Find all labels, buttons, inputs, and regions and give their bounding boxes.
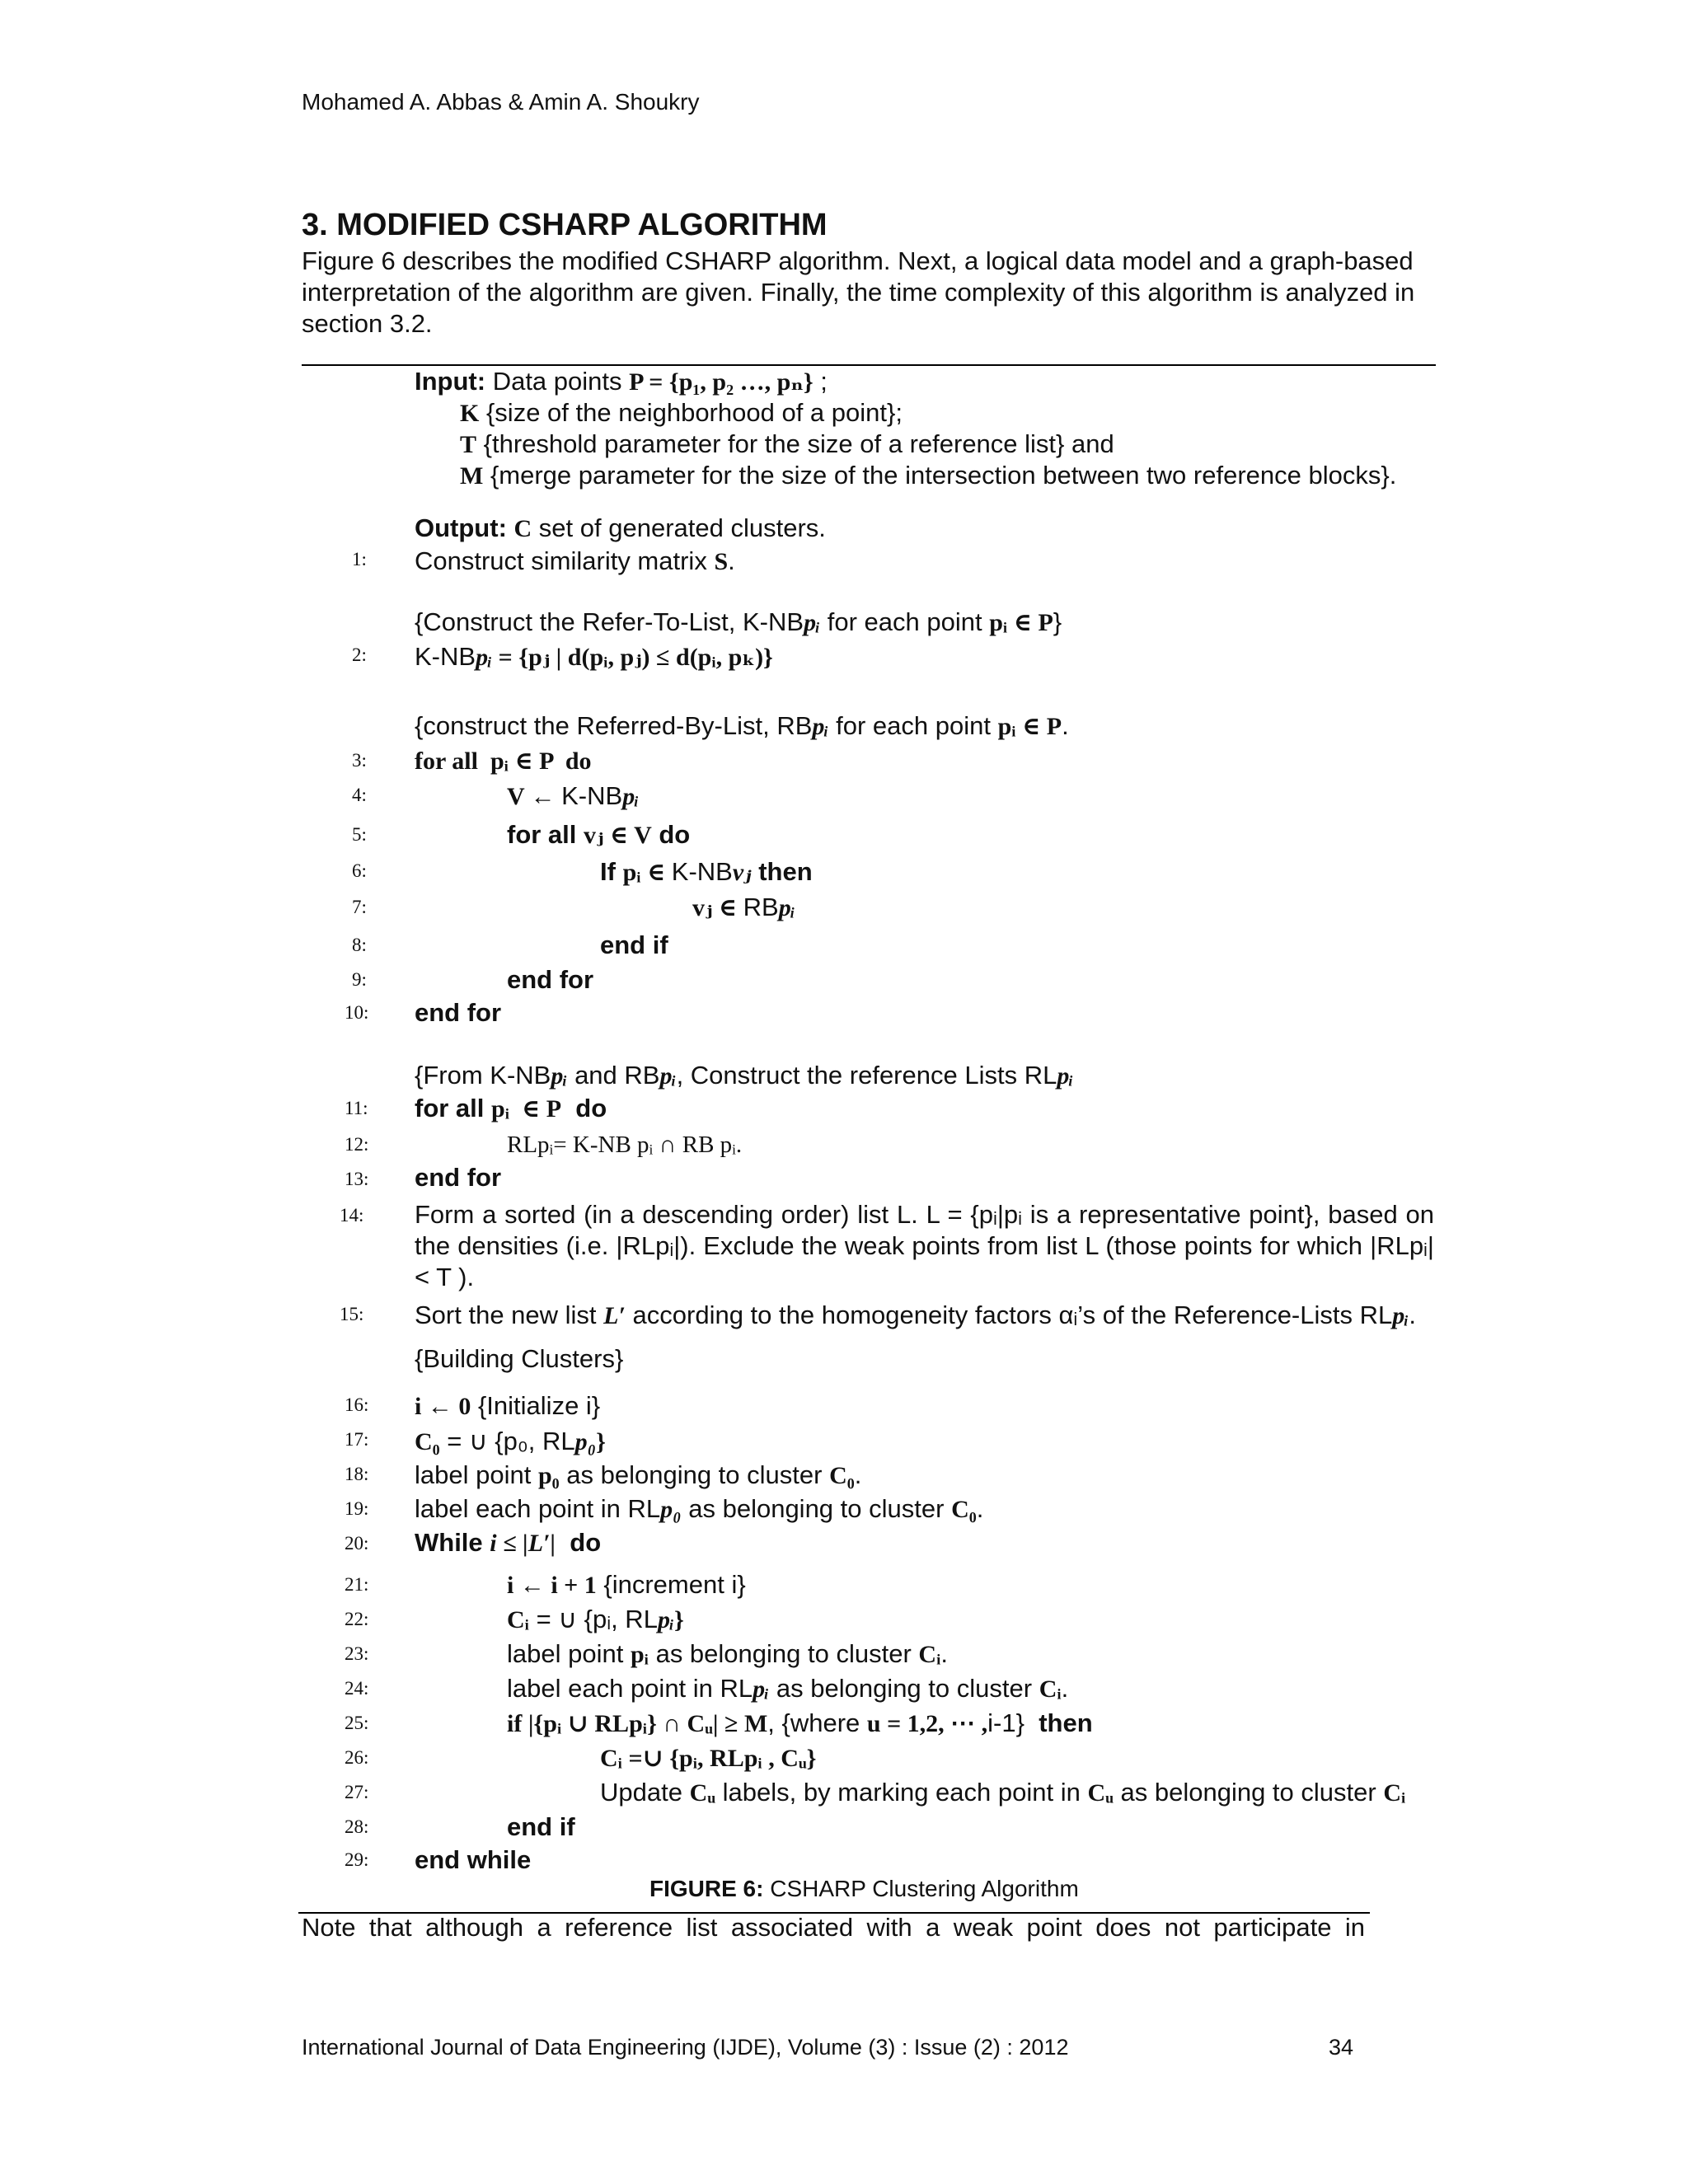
c1-end: } (1053, 607, 1062, 636)
l15-symbol: L′ (603, 1302, 626, 1329)
line-number-5: 5: (352, 824, 367, 845)
alg-line-7 (692, 892, 795, 924)
l21-text: {increment i} (596, 1570, 746, 1599)
alg-line-27 (600, 1777, 1405, 1809)
intro-paragraph: Figure 6 describes the modified CSHARP algorithm. Next, a logical data model and a graph-based interpretation of the algorithm are given. Finally, the time complexity of this algorithm is analyzed in section 3.2. (302, 246, 1415, 338)
alg-line-22 (507, 1604, 684, 1636)
l22-end: } (674, 1606, 684, 1633)
line-number-22: 22: (345, 1609, 369, 1629)
figure-caption-text: CSHARP Clustering Algorithm (763, 1876, 1079, 1901)
line-number-29: 29: (345, 1849, 369, 1870)
footer-journal: International Journal of Data Engineering (IJDE), Volume (3) : Issue (2) : 2012 (302, 2035, 1069, 2060)
line-number-23: 23: (345, 1643, 369, 1664)
alg-line-20 (415, 1527, 601, 1559)
l1-end: . (728, 546, 735, 575)
c2-symbol2: pᵢ ∈ P (997, 713, 1062, 740)
l7-text: RB (743, 893, 779, 921)
l15-text: Sort the new list (415, 1301, 604, 1329)
l23-mid: as belonging to cluster (648, 1639, 919, 1668)
line-number-27: 27: (345, 1782, 369, 1802)
alg-line-10: end for (415, 998, 502, 1027)
l22-text: = ∪ {pᵢ, RL (528, 1605, 658, 1633)
alg-line-11 (415, 1093, 607, 1125)
l20-keyword2: do (556, 1528, 602, 1557)
alg-line-25 (507, 1708, 1093, 1740)
l2-expression: = {pⱼ | d(pᵢ, pⱼ) ≤ d(pᵢ, pₖ)} (492, 644, 773, 671)
l24-symbol: pᵢ (753, 1675, 770, 1703)
line-number-13: 13: (345, 1169, 369, 1189)
l17-end: } (596, 1428, 606, 1455)
c2-symbol: pᵢ (812, 713, 829, 740)
line-number-4: 4: (352, 785, 367, 805)
l7-symbol: vⱼ ∈ (692, 894, 743, 921)
line-number-14: 14: (340, 1205, 364, 1226)
l18-symbol: p₀ (537, 1462, 560, 1489)
l25-end: i-1} (987, 1708, 1025, 1737)
line-number-28: 28: (345, 1816, 369, 1837)
input-set: P = {p₁, p₂ …, pₙ} (629, 368, 814, 396)
l27-text: Update (600, 1778, 690, 1807)
line-number-12: 12: (345, 1134, 369, 1155)
line-number-11: 11: (345, 1098, 368, 1118)
line-number-3: 3: (352, 750, 367, 771)
l6-symbol2: vⱼ (732, 859, 752, 886)
l19-end: . (976, 1494, 984, 1523)
l19-symbol: p₀ (660, 1496, 682, 1523)
c1-mid: for each point (820, 607, 990, 636)
page-number: 34 (1329, 2035, 1354, 2060)
l19-mid: as belonging to cluster (681, 1494, 952, 1523)
alg-line-24 (507, 1673, 1068, 1705)
figure-caption (649, 1876, 1079, 1902)
alg-line-29: end while (415, 1845, 532, 1874)
line-number-20: 20: (345, 1533, 369, 1554)
line-number-24: 24: (345, 1678, 369, 1699)
l21-symbol: i ← i + 1 (507, 1572, 597, 1599)
l6-keyword: If (600, 857, 623, 886)
line-number-2: 2: (352, 644, 367, 665)
l24-symbol2: Cᵢ (1039, 1675, 1062, 1703)
line-number-15: 15: (340, 1304, 364, 1324)
l25-symbol2: u = 1,2, ⋯ , (866, 1710, 988, 1737)
line-number-1: 1: (352, 549, 367, 569)
alg-line-23 (507, 1638, 948, 1671)
l22-symbol2: pᵢ (657, 1606, 675, 1633)
alg-line-28: end if (507, 1812, 575, 1841)
l20-keyword: While (415, 1528, 490, 1557)
line-number-21: 21: (345, 1574, 369, 1595)
l17-text: = ∪ {p₀, RL (439, 1427, 575, 1455)
line-number-26: 26: (345, 1747, 369, 1768)
l15-mid: according to the homogeneity factors αᵢ’s of the Reference-Lists RL (625, 1301, 1393, 1329)
c1-symbol: pᵢ (804, 609, 821, 636)
l23-symbol: pᵢ (630, 1641, 649, 1668)
alg-line-12: RLpᵢ= K-NB pᵢ ∩ RB pᵢ. (507, 1132, 743, 1158)
l1-symbol: S (714, 548, 729, 575)
comment-building-clusters: {Building Clusters} (415, 1344, 624, 1373)
l3-symbol: pᵢ ∈ P (477, 748, 565, 775)
l11-keyword: for all (415, 1094, 492, 1122)
l15-symbol2: pᵢ (1392, 1302, 1409, 1329)
figure-label: FIGURE 6: (649, 1876, 764, 1901)
note-paragraph: Note that although a reference list associated with a weak point does not participate in (302, 1913, 1365, 1942)
c3-symbol: pᵢ (551, 1062, 568, 1090)
c3-symbol2: pᵢ (659, 1062, 677, 1090)
l1-text: Construct similarity matrix (415, 546, 715, 575)
l23-end: . (940, 1639, 949, 1668)
c3-text: {From K-NB (415, 1061, 551, 1090)
alg-line-26 (600, 1742, 816, 1774)
l25-text: , {where (767, 1708, 867, 1737)
alg-line-19 (415, 1493, 983, 1526)
l27-mid: labels, by marking each point in (715, 1778, 1088, 1807)
comment-referred-by-list (415, 710, 1069, 743)
alg-line-5 (507, 819, 690, 851)
alg-line-15 (415, 1300, 1416, 1332)
l5-keyword: for all (507, 820, 584, 849)
alg-line-14: Form a sorted (in a descending order) list L. L = {pᵢ|pᵢ is a representative point}, based on the densities (i.e. |RLpᵢ|). Exclude the weak points from list L (those points for which |RLpᵢ| < T ). (415, 1200, 1434, 1291)
c2-mid: for each point (828, 711, 998, 740)
l15-end: . (1409, 1301, 1416, 1329)
c2-text: {construct the Referred-By-List, RB (415, 711, 813, 740)
input-text: Data points (485, 367, 630, 396)
l23-symbol2: Cᵢ (918, 1641, 941, 1668)
l11-symbol: pᵢ ∈ P (491, 1095, 562, 1122)
line-number-7: 7: (352, 897, 367, 917)
l27-symbol2: Cᵤ (1087, 1779, 1114, 1807)
param-m-symbol: M (460, 462, 484, 490)
l24-text: label each point in RL (507, 1674, 753, 1703)
line-number-25: 25: (345, 1713, 369, 1733)
c1-symbol2: pᵢ ∈ P (989, 609, 1053, 636)
l24-end: . (1061, 1674, 1069, 1703)
section-title: 3. MODIFIED CSHARP ALGORITHM (302, 208, 828, 242)
output-text: set of generated clusters. (532, 513, 826, 542)
l11-keyword2: do (561, 1094, 607, 1122)
param-m-line (460, 460, 1396, 492)
output-symbol: C (513, 515, 532, 542)
param-k-symbol: K (460, 400, 480, 427)
line-number-6: 6: (352, 860, 367, 881)
l25-symbol: |{pᵢ ∪ RLpᵢ} ∩ Cᵤ| ≥ M (528, 1710, 768, 1737)
l6-symbol: pᵢ ∈ (622, 859, 672, 886)
param-m-text: {merge parameter for the size of the intersection between two reference blocks}. (483, 461, 1397, 490)
line-number-8: 8: (352, 935, 367, 955)
l19-symbol2: C₀ (951, 1496, 977, 1523)
c3-symbol3: pᵢ (1057, 1062, 1074, 1090)
l18-end: . (854, 1460, 862, 1489)
l6-text: K-NB (671, 857, 733, 886)
l27-symbol3: Cᵢ (1383, 1779, 1406, 1807)
l3-keyword2: do (565, 748, 592, 775)
l4-text: K-NB (561, 781, 623, 810)
param-t-line (460, 429, 1114, 461)
alg-line-2 (415, 641, 773, 673)
param-t-symbol: T (460, 431, 477, 458)
l23-text: label point (507, 1639, 631, 1668)
c2-end: . (1062, 711, 1069, 740)
l7-symbol2: pᵢ (778, 894, 795, 921)
alg-line-18 (415, 1460, 861, 1492)
alg-line-1 (415, 546, 735, 578)
line-number-18: 18: (345, 1464, 369, 1484)
c3-end: , Construct the reference Lists RL (676, 1061, 1057, 1090)
l26-symbol: Cᵢ (600, 1745, 622, 1772)
l5-symbol: vⱼ ∈ V (584, 822, 652, 849)
l18-mid: as belonging to cluster (559, 1460, 830, 1489)
l27-end: as belonging to cluster (1113, 1778, 1384, 1807)
l2-text: K-NB (415, 642, 476, 671)
l16-symbol: i ← 0 (415, 1393, 471, 1420)
alg-line-9: end for (507, 965, 594, 994)
comment-refer-to-list (415, 607, 1062, 639)
input-end: ; (813, 367, 828, 396)
input-line (415, 366, 828, 398)
l27-symbol: Cᵤ (689, 1779, 715, 1807)
alg-line-13: end for (415, 1163, 502, 1192)
l5-keyword2: do (651, 820, 691, 849)
line-number-9: 9: (352, 969, 367, 990)
l25-keyword2: then (1024, 1708, 1093, 1737)
running-header: Mohamed A. Abbas & Amin A. Shoukry (302, 89, 700, 115)
l26-text: =∪ {pᵢ, RLpᵢ , Cᵤ} (621, 1745, 817, 1772)
alg-line-21 (507, 1569, 746, 1601)
l17-symbol: C₀ (415, 1428, 440, 1455)
line-number-10: 10: (345, 1002, 369, 1023)
l19-text: label each point in RL (415, 1494, 661, 1523)
alg-line-6 (600, 856, 813, 888)
l17-symbol2: p₀ (574, 1428, 597, 1455)
l6-keyword2: then (751, 857, 813, 886)
l22-symbol: Cᵢ (507, 1606, 529, 1633)
l25-keyword: if (507, 1710, 528, 1737)
comment-reference-lists (415, 1060, 1073, 1092)
l20-symbol: i ≤ |L′| (490, 1530, 556, 1557)
line-number-17: 17: (345, 1429, 369, 1450)
alg-line-17 (415, 1426, 606, 1458)
l2-symbol: pᵢ (476, 644, 493, 671)
alg-line-3 (415, 745, 592, 777)
l4-symbol: V ← (507, 783, 562, 810)
param-k-line (460, 397, 903, 429)
alg-line-8: end if (600, 930, 668, 959)
output-label: Output: (415, 513, 507, 542)
c3-mid: and RB (567, 1061, 660, 1090)
l18-symbol2: C₀ (829, 1462, 855, 1489)
param-k-text: {size of the neighborhood of a point}; (479, 398, 903, 427)
l18-text: label point (415, 1460, 538, 1489)
alg-line-16 (415, 1390, 600, 1422)
l3-keyword: for all (415, 748, 478, 775)
line-number-16: 16: (345, 1394, 369, 1415)
line-number-19: 19: (345, 1498, 369, 1519)
c1-text: {Construct the Refer-To-List, K-NB (415, 607, 804, 636)
alg-line-4 (507, 780, 639, 813)
input-label: Input: (415, 367, 486, 396)
l24-mid: as belonging to cluster (769, 1674, 1039, 1703)
l16-text: {Initialize i} (471, 1391, 601, 1420)
l4-symbol2: pᵢ (622, 783, 640, 810)
param-t-text: {threshold parameter for the size of a reference list} and (476, 429, 1114, 458)
output-line (415, 513, 826, 545)
